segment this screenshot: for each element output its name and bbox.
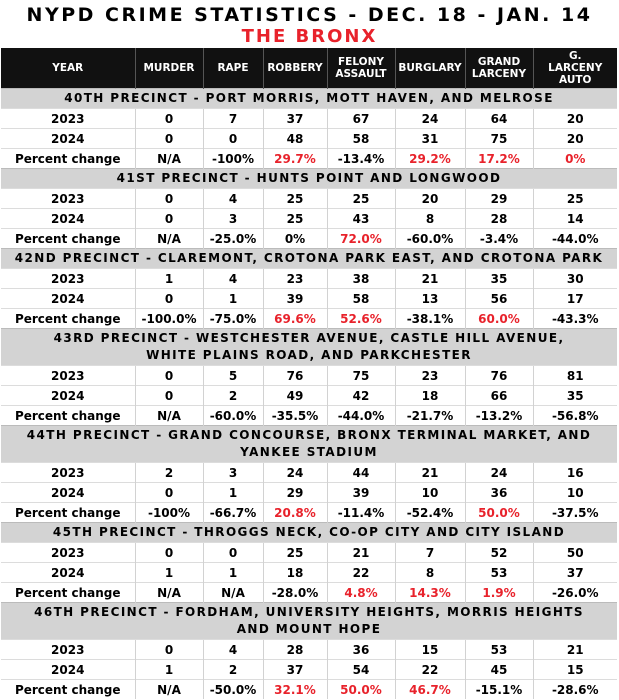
table-cell: 15 [395, 640, 465, 660]
table-cell: -66.7% [203, 503, 263, 523]
table-cell: 29 [465, 189, 533, 209]
row-label: Percent change [1, 229, 135, 249]
table-cell: -100% [135, 503, 203, 523]
col-header-robbery: ROBBERY [263, 48, 327, 89]
table-cell: N/A [135, 229, 203, 249]
table-cell: 24 [263, 463, 327, 483]
table-cell: 50.0% [327, 680, 395, 700]
table-cell: 0 [135, 289, 203, 309]
table-cell: 10 [395, 483, 465, 503]
row-label: Percent change [1, 680, 135, 700]
row-label: 2024 [1, 563, 135, 583]
table-cell: -37.5% [533, 503, 617, 523]
precinct-title-line: AND MOUNT HOPE [236, 622, 382, 636]
table-row [1, 640, 617, 660]
table-cell: 4.8% [327, 583, 395, 603]
row-label: 2024 [1, 386, 135, 406]
precinct-title-line: 41ST PRECINCT - HUNTS POINT AND LONGWOOD [116, 171, 502, 185]
table-cell: -38.1% [395, 309, 465, 329]
table-cell: N/A [135, 680, 203, 700]
table-cell: 0 [135, 129, 203, 149]
col-header-felony-assault: FELONY ASSAULT [327, 48, 395, 89]
table-cell: 76 [465, 366, 533, 386]
table-cell: 21 [395, 269, 465, 289]
precinct-title [1, 89, 617, 109]
table-cell: 36 [465, 483, 533, 503]
precinct-title-line: 45TH PRECINCT - THROGGS NECK, CO-OP CITY AND CITY ISLAND [52, 525, 566, 539]
table-cell: N/A [135, 406, 203, 426]
table-cell: 56 [465, 289, 533, 309]
col-header-year: YEAR [1, 48, 135, 89]
table-cell: 22 [395, 660, 465, 680]
table-cell: N/A [203, 583, 263, 603]
precinct-title-line: YANKEE STADIUM [240, 445, 378, 459]
table-row [1, 366, 617, 386]
table-cell: 45 [465, 660, 533, 680]
table-cell: -75.0% [203, 309, 263, 329]
table-cell: 28 [465, 209, 533, 229]
table-cell: 18 [395, 386, 465, 406]
precinct-title-line: 40TH PRECINCT - PORT MORRIS, MOTT HAVEN, AND MELROSE [64, 91, 554, 105]
table-cell: 25 [263, 189, 327, 209]
table-cell: -100% [203, 149, 263, 169]
table-cell: 0 [135, 189, 203, 209]
table-cell: 69.6% [263, 309, 327, 329]
table-cell: 0 [135, 109, 203, 129]
table-cell: 20 [533, 129, 617, 149]
table-cell: 60.0% [465, 309, 533, 329]
table-row [1, 583, 617, 603]
table-cell: 18 [263, 563, 327, 583]
table-cell: 50 [533, 543, 617, 563]
table-cell: 17 [533, 289, 617, 309]
table-cell: 2 [135, 463, 203, 483]
precinct-title [1, 249, 617, 269]
precinct-header-row [1, 249, 617, 269]
table-cell: 1 [135, 269, 203, 289]
table-cell: -100.0% [135, 309, 203, 329]
table-cell: 39 [327, 483, 395, 503]
precinct-title [1, 329, 617, 366]
table-cell: 58 [327, 129, 395, 149]
crime-stats-table [1, 48, 617, 699]
precinct-title-line: WHITE PLAINS ROAD, AND PARKCHESTER [146, 348, 472, 362]
table-cell: 25 [327, 189, 395, 209]
row-label: Percent change [1, 149, 135, 169]
precinct-title-line: 44TH PRECINCT - GRAND CONCOURSE, BRONX TERMINAL MARKET, AND [26, 428, 592, 442]
row-label: 2024 [1, 483, 135, 503]
table-cell: 36 [327, 640, 395, 660]
table-header-row [1, 48, 617, 89]
precinct-title-line: 43RD PRECINCT - WESTCHESTER AVENUE, CASTLE HILL AVENUE, [53, 331, 565, 345]
precinct-header-row [1, 523, 617, 543]
table-cell: 7 [395, 543, 465, 563]
table-row [1, 680, 617, 700]
table-row [1, 660, 617, 680]
table-cell: 22 [327, 563, 395, 583]
table-cell: 31 [395, 129, 465, 149]
col-header-grand-larceny-auto: G. LARCENY AUTO [533, 48, 617, 89]
table-row [1, 563, 617, 583]
row-label: 2024 [1, 129, 135, 149]
table-cell: 39 [263, 289, 327, 309]
table-cell: -13.2% [465, 406, 533, 426]
col-header-rape: RAPE [203, 48, 263, 89]
table-row [1, 406, 617, 426]
precinct-header-row [1, 603, 617, 640]
table-cell: 50.0% [465, 503, 533, 523]
table-cell: 15 [533, 660, 617, 680]
table-cell: 4 [203, 269, 263, 289]
table-cell: 75 [327, 366, 395, 386]
precinct-header-row [1, 89, 617, 109]
row-label: 2023 [1, 109, 135, 129]
table-cell: 14 [533, 209, 617, 229]
table-cell: 46.7% [395, 680, 465, 700]
row-label: 2024 [1, 660, 135, 680]
table-cell: 1 [203, 289, 263, 309]
row-label: 2023 [1, 366, 135, 386]
table-cell: 25 [533, 189, 617, 209]
table-cell: 3 [203, 209, 263, 229]
table-cell: 20 [395, 189, 465, 209]
row-label: Percent change [1, 406, 135, 426]
table-row [1, 209, 617, 229]
table-cell: 7 [203, 109, 263, 129]
table-cell: -35.5% [263, 406, 327, 426]
table-cell: 0 [135, 543, 203, 563]
table-cell: 81 [533, 366, 617, 386]
row-label: 2023 [1, 543, 135, 563]
precinct-title [1, 523, 617, 543]
row-label: 2023 [1, 189, 135, 209]
row-label: 2024 [1, 209, 135, 229]
table-cell: 1 [203, 483, 263, 503]
table-cell: 13 [395, 289, 465, 309]
table-cell: 25 [263, 209, 327, 229]
table-cell: 17.2% [465, 149, 533, 169]
table-cell: 24 [465, 463, 533, 483]
table-row [1, 309, 617, 329]
col-header-burglary: BURGLARY [395, 48, 465, 89]
table-cell: 54 [327, 660, 395, 680]
table-cell: 42 [327, 386, 395, 406]
table-cell: 21 [533, 640, 617, 660]
table-cell: 28 [263, 640, 327, 660]
borough-subtitle: THE BRONX [241, 26, 378, 47]
table-cell: 2 [203, 660, 263, 680]
table-cell: 37 [263, 660, 327, 680]
table-cell: 23 [395, 366, 465, 386]
table-cell: 29.2% [395, 149, 465, 169]
table-cell: 67 [327, 109, 395, 129]
table-row [1, 109, 617, 129]
table-cell: 38 [327, 269, 395, 289]
row-label: 2024 [1, 289, 135, 309]
precinct-header-row [1, 169, 617, 189]
table-cell: 21 [395, 463, 465, 483]
table-row [1, 386, 617, 406]
table-row [1, 149, 617, 169]
table-cell: 72.0% [327, 229, 395, 249]
table-cell: 8 [395, 563, 465, 583]
table-cell: 75 [465, 129, 533, 149]
table-cell: 76 [263, 366, 327, 386]
precinct-header-row [1, 329, 617, 366]
table-cell: 53 [465, 563, 533, 583]
table-cell: 37 [533, 563, 617, 583]
report-title: NYPD CRIME STATISTICS - DEC. 18 - JAN. 14 [26, 4, 593, 26]
table-cell: 1 [135, 660, 203, 680]
row-label: 2023 [1, 269, 135, 289]
table-row [1, 189, 617, 209]
col-header-murder: MURDER [135, 48, 203, 89]
table-cell: -52.4% [395, 503, 465, 523]
table-cell: -25.0% [203, 229, 263, 249]
table-cell: 29 [263, 483, 327, 503]
table-cell: -50.0% [203, 680, 263, 700]
table-cell: 1.9% [465, 583, 533, 603]
table-cell: 0 [135, 483, 203, 503]
table-cell: 0 [203, 543, 263, 563]
table-cell: 25 [263, 543, 327, 563]
table-cell: 53 [465, 640, 533, 660]
table-cell: 10 [533, 483, 617, 503]
table-cell: 58 [327, 289, 395, 309]
table-row [1, 129, 617, 149]
table-cell: -21.7% [395, 406, 465, 426]
precinct-title [1, 603, 617, 640]
table-cell: 35 [533, 386, 617, 406]
table-cell: 24 [395, 109, 465, 129]
precinct-title-line: 42ND PRECINCT - CLAREMONT, CROTONA PARK EAST, AND CROTONA PARK [14, 251, 604, 265]
row-label: Percent change [1, 583, 135, 603]
table-cell: 4 [203, 189, 263, 209]
table-cell: -44.0% [327, 406, 395, 426]
table-cell: 1 [203, 563, 263, 583]
table-cell: 64 [465, 109, 533, 129]
precinct-title [1, 426, 617, 463]
table-cell: 2 [203, 386, 263, 406]
table-body [1, 89, 617, 700]
table-cell: 0% [263, 229, 327, 249]
table-cell: 3 [203, 463, 263, 483]
table-row [1, 543, 617, 563]
table-cell: -26.0% [533, 583, 617, 603]
row-label: Percent change [1, 503, 135, 523]
table-cell: 35 [465, 269, 533, 289]
table-cell: 5 [203, 366, 263, 386]
table-cell: -60.0% [203, 406, 263, 426]
table-cell: -43.3% [533, 309, 617, 329]
table-cell: -60.0% [395, 229, 465, 249]
table-cell: 37 [263, 109, 327, 129]
table-cell: 43 [327, 209, 395, 229]
table-cell: 30 [533, 269, 617, 289]
row-label: Percent change [1, 309, 135, 329]
table-cell: -28.6% [533, 680, 617, 700]
precinct-title [1, 169, 617, 189]
table-cell: 1 [135, 563, 203, 583]
table-row [1, 483, 617, 503]
table-cell: -3.4% [465, 229, 533, 249]
table-cell: N/A [135, 149, 203, 169]
table-cell: 0 [135, 366, 203, 386]
table-cell: 20.8% [263, 503, 327, 523]
table-row [1, 289, 617, 309]
table-cell: 23 [263, 269, 327, 289]
table-cell: -15.1% [465, 680, 533, 700]
table-cell: 52.6% [327, 309, 395, 329]
table-row [1, 503, 617, 523]
table-cell: 16 [533, 463, 617, 483]
table-cell: 0 [135, 209, 203, 229]
table-cell: 44 [327, 463, 395, 483]
table-cell: -44.0% [533, 229, 617, 249]
table-cell: 20 [533, 109, 617, 129]
table-row [1, 463, 617, 483]
table-cell: 32.1% [263, 680, 327, 700]
table-cell: -13.4% [327, 149, 395, 169]
table-cell: -56.8% [533, 406, 617, 426]
table-cell: 48 [263, 129, 327, 149]
table-cell: N/A [135, 583, 203, 603]
table-cell: 4 [203, 640, 263, 660]
table-cell: 0% [533, 149, 617, 169]
table-cell: 52 [465, 543, 533, 563]
table-cell: -11.4% [327, 503, 395, 523]
table-cell: -28.0% [263, 583, 327, 603]
row-label: 2023 [1, 640, 135, 660]
table-cell: 0 [203, 129, 263, 149]
precinct-title-line: 46TH PRECINCT - FORDHAM, UNIVERSITY HEIGHTS, MORRIS HEIGHTS [34, 605, 584, 619]
table-row [1, 269, 617, 289]
table-cell: 14.3% [395, 583, 465, 603]
table-cell: 29.7% [263, 149, 327, 169]
table-row [1, 229, 617, 249]
table-cell: 0 [135, 640, 203, 660]
row-label: 2023 [1, 463, 135, 483]
table-cell: 66 [465, 386, 533, 406]
table-cell: 21 [327, 543, 395, 563]
table-cell: 0 [135, 386, 203, 406]
precinct-header-row [1, 426, 617, 463]
table-cell: 8 [395, 209, 465, 229]
table-cell: 49 [263, 386, 327, 406]
col-header-grand-larceny: GRAND LARCENY [465, 48, 533, 89]
